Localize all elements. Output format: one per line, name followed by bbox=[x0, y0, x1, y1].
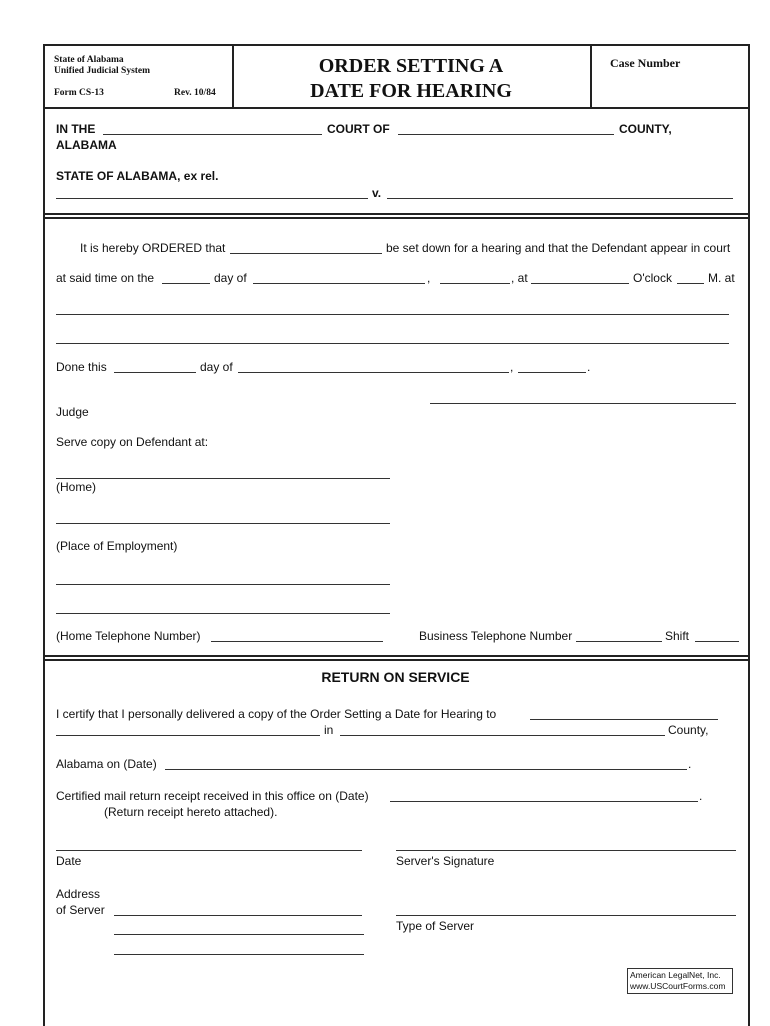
system-label: Unified Judicial System bbox=[54, 66, 151, 76]
hearing-comma: , bbox=[427, 271, 431, 285]
receipt-date-period: . bbox=[699, 789, 703, 803]
judge-signature-field[interactable] bbox=[430, 403, 736, 404]
county-name-field[interactable] bbox=[398, 134, 614, 135]
return-date-field[interactable] bbox=[56, 850, 362, 851]
form-number: Form CS-13 bbox=[54, 88, 104, 98]
done-year-field[interactable] bbox=[518, 372, 586, 373]
shift-field[interactable] bbox=[695, 641, 739, 642]
state-label: State of Alabama bbox=[54, 55, 124, 65]
receipt-date-field[interactable] bbox=[390, 801, 698, 802]
employment-address-field[interactable] bbox=[56, 523, 390, 524]
case-number-label: Case Number bbox=[610, 56, 681, 70]
section-divider-1b bbox=[43, 217, 748, 219]
type-of-server-label: Type of Server bbox=[396, 919, 475, 933]
server-address-field-3[interactable] bbox=[114, 954, 364, 955]
hearing-day-field[interactable] bbox=[162, 283, 210, 284]
am-pm-field[interactable] bbox=[677, 283, 704, 284]
form-title-line2: DATE FOR HEARING bbox=[310, 80, 512, 102]
ordered-text: It is hereby ORDERED that bbox=[80, 241, 226, 255]
business-telephone-label: Business Telephone Number bbox=[419, 629, 573, 643]
return-date-label: Date bbox=[56, 854, 82, 868]
publisher-website[interactable]: www.USCourtForms.com bbox=[630, 981, 726, 991]
address-line-field-1[interactable] bbox=[56, 584, 390, 585]
delivered-location-field[interactable] bbox=[56, 735, 320, 736]
hearing-month-field[interactable] bbox=[253, 283, 425, 284]
server-signature-field[interactable] bbox=[396, 850, 736, 851]
hearing-day-of-text: day of bbox=[214, 271, 247, 285]
done-month-field[interactable] bbox=[238, 372, 509, 373]
home-telephone-label: (Home Telephone Number) bbox=[56, 629, 201, 643]
address-label: Address bbox=[56, 887, 101, 901]
header-vline-right bbox=[590, 44, 592, 107]
done-day-of-text: day of bbox=[200, 360, 233, 374]
done-period: . bbox=[587, 360, 591, 374]
of-server-label: of Server bbox=[56, 903, 105, 917]
m-at-text: M. at bbox=[708, 271, 735, 285]
delivered-to-field[interactable] bbox=[530, 719, 718, 720]
hearing-location-field-2[interactable] bbox=[56, 343, 729, 344]
done-day-field[interactable] bbox=[114, 372, 196, 373]
certified-mail-text: Certified mail return receipt received in this office on (Date) bbox=[56, 789, 369, 803]
ordered-party-field[interactable] bbox=[230, 253, 382, 254]
done-this-text: Done this bbox=[56, 360, 107, 374]
alabama-on-date-text: Alabama on (Date) bbox=[56, 757, 157, 771]
court-name-field[interactable] bbox=[103, 134, 322, 135]
business-telephone-field[interactable] bbox=[576, 641, 662, 642]
hearing-time-field[interactable] bbox=[531, 283, 629, 284]
home-telephone-field[interactable] bbox=[211, 641, 383, 642]
header-divider bbox=[43, 107, 748, 109]
home-address-field[interactable] bbox=[56, 478, 390, 479]
hearing-text: be set down for a hearing and that the Defendant appear in court bbox=[386, 241, 731, 255]
hearing-at-text: , at bbox=[511, 271, 528, 285]
versus-label: v. bbox=[372, 186, 382, 200]
publisher-name: American LegalNet, Inc. bbox=[630, 970, 721, 980]
delivered-county-field[interactable] bbox=[340, 735, 665, 736]
court-of-label: COURT OF bbox=[327, 122, 390, 136]
hearing-location-field-1[interactable] bbox=[56, 314, 729, 315]
county-label: COUNTY, bbox=[619, 122, 672, 136]
form-title-line1: ORDER SETTING A bbox=[318, 55, 504, 77]
plaintiff-field[interactable] bbox=[56, 198, 368, 199]
server-address-field-2[interactable] bbox=[114, 934, 364, 935]
in-the-label: IN THE bbox=[56, 122, 96, 136]
oclock-text: O'clock bbox=[633, 271, 672, 285]
delivery-date-period: . bbox=[688, 757, 692, 771]
receipt-attached-text: (Return receipt hereto attached). bbox=[104, 805, 278, 819]
publisher-credit bbox=[627, 968, 733, 994]
server-signature-label: Server's Signature bbox=[396, 854, 495, 868]
home-label: (Home) bbox=[56, 480, 97, 494]
certify-text: I certify that I personally delivered a copy of the Order Setting a Date for Hearing to bbox=[56, 707, 497, 721]
section-divider-2a bbox=[43, 655, 748, 657]
in-label: in bbox=[324, 723, 334, 737]
address-line-field-2[interactable] bbox=[56, 613, 390, 614]
shift-label: Shift bbox=[665, 629, 690, 643]
return-county-label: County, bbox=[668, 723, 709, 737]
employment-label: (Place of Employment) bbox=[56, 539, 178, 553]
done-comma: , bbox=[510, 360, 514, 374]
section-divider-2b bbox=[43, 659, 748, 661]
server-address-field-1[interactable] bbox=[114, 915, 362, 916]
state-ex-rel-label: STATE OF ALABAMA, ex rel. bbox=[56, 169, 219, 183]
form-border bbox=[43, 44, 750, 1026]
hearing-year-field[interactable] bbox=[440, 283, 510, 284]
alabama-label: ALABAMA bbox=[56, 138, 117, 152]
section-divider-1a bbox=[43, 213, 748, 215]
serve-copy-text: Serve copy on Defendant at: bbox=[56, 435, 209, 449]
delivery-date-field[interactable] bbox=[165, 769, 687, 770]
judge-label: Judge bbox=[56, 405, 89, 419]
revision-label: Rev. 10/84 bbox=[174, 88, 216, 98]
defendant-field[interactable] bbox=[387, 198, 733, 199]
return-on-service-heading: RETURN ON SERVICE bbox=[321, 669, 470, 685]
at-said-time-text: at said time on the bbox=[56, 271, 155, 285]
type-of-server-field[interactable] bbox=[396, 915, 736, 916]
